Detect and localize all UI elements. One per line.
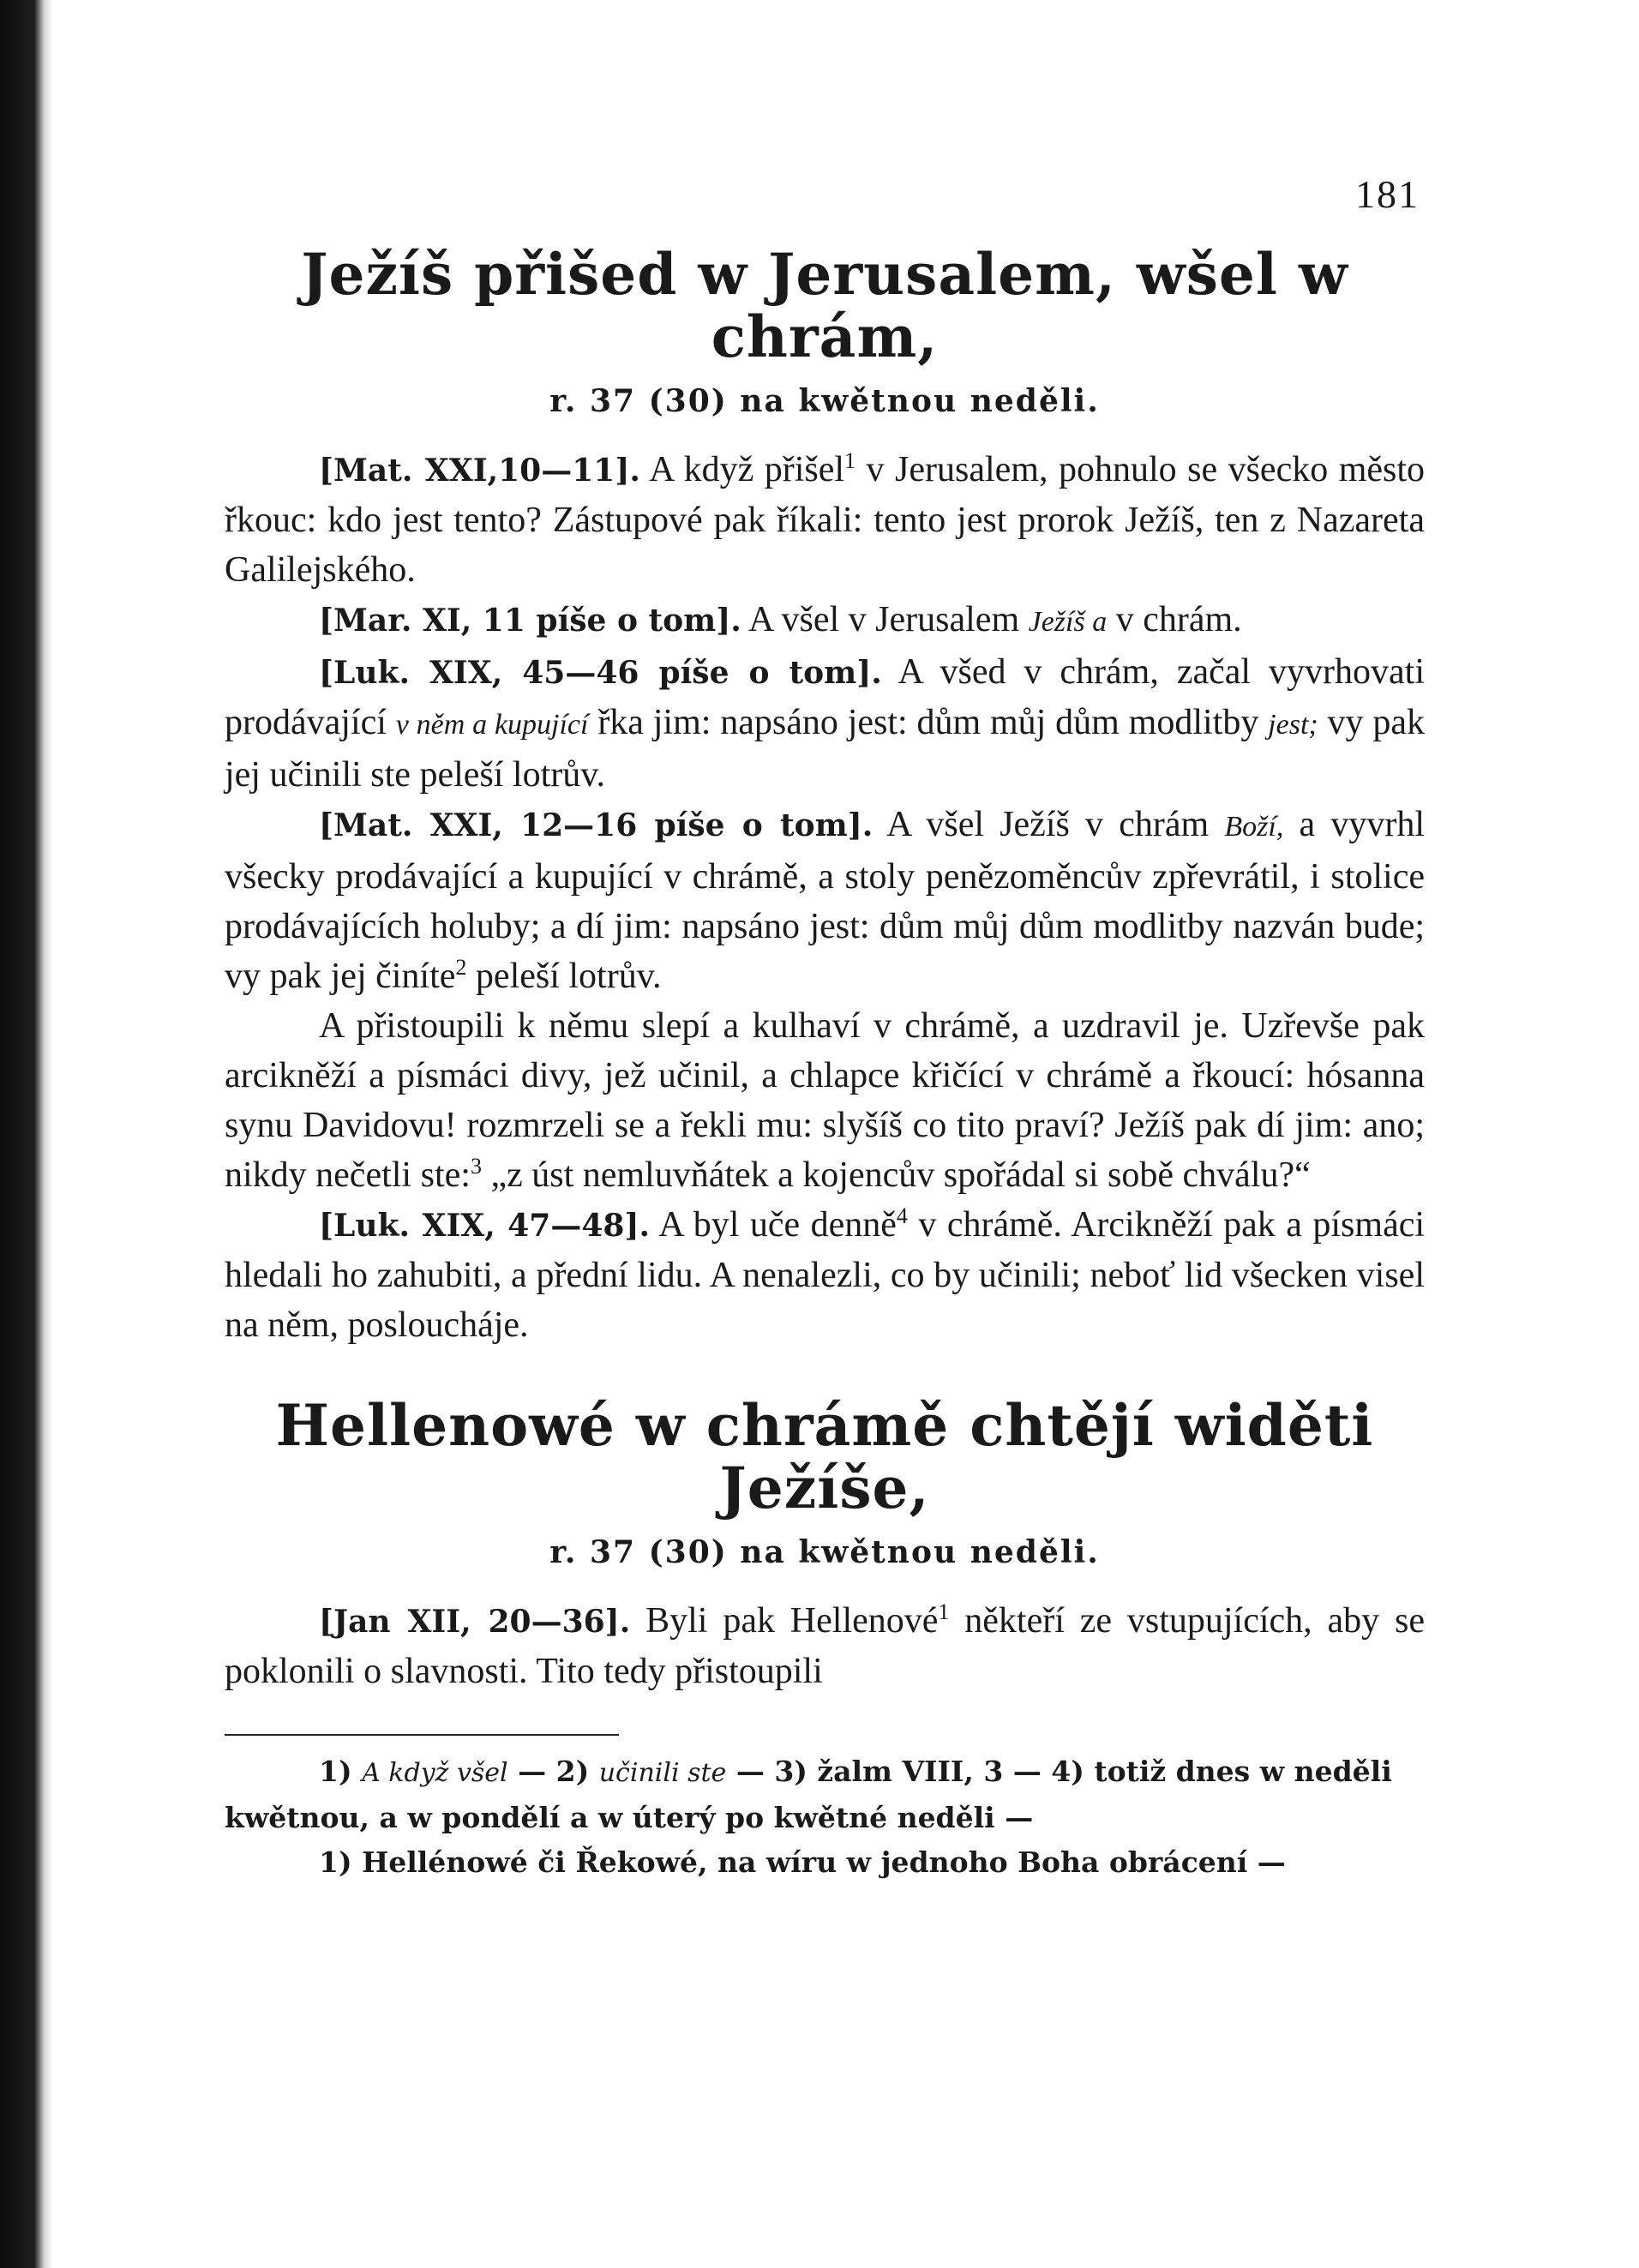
paragraph-luke-19-47 [225, 1200, 1425, 1350]
section-subtitle-date: r. 37 (30) na kwětnou neděli. [549, 1534, 1100, 1571]
paragraph-text: A všel Ježíš v chrám [886, 805, 1210, 845]
footnote-text: 1) Hellénowé či Řekowé, na wíru w jednoho Boha obrácení — [319, 1845, 1286, 1880]
scripture-reference: [Mat. XXI, 12—16 píše o tom]. [319, 807, 874, 844]
paragraph-text: peleší lotrův. [475, 957, 662, 997]
footnote-dash: — [735, 1755, 765, 1789]
footnote-marker: 3 [470, 1154, 482, 1179]
scripture-reference: [Mar. XI, 11 píše o tom]. [319, 603, 741, 639]
footnote-text: A když všel [362, 1758, 508, 1789]
footnote-divider [225, 1734, 619, 1736]
paragraph-text: v Jerusalem, pohnulo se všecko město řkouc: kdo jest tento? Zástupové pak říkali: tento jest prorok Ježíš, ten z Nazareta Galilejského. [225, 450, 1426, 591]
footnote-marker: 1 [844, 448, 856, 474]
footnote-marker: 4 [896, 1203, 908, 1229]
footnote-number: 1) [319, 1755, 352, 1789]
section-title-jesus-enters-jerusalem: Ježíš přišed w Jerusalem, wšel w chrám, [301, 241, 1348, 370]
paragraph-matthew-21-12 [225, 800, 1425, 1001]
paragraph-text: řka jim: napsáno jest: dům můj dům modlitby [597, 703, 1259, 743]
paragraph-text: vy pak jej učinili ste peleší lotrův. [225, 703, 1426, 795]
footnote-number: 2) [555, 1755, 590, 1789]
paragraph-mark-11-11 [225, 595, 1425, 647]
section-subtitle-date: r. 37 (30) na kwětnou neděli. [549, 383, 1100, 420]
footnotes-section-one [225, 1749, 1425, 1840]
paragraph-text: v chrámě. Arcikněží pak a písmáci hledali ho zahubiti, a přední lidu. A nenalezli, co by učinili; neboť lid všecken visel na něm, posloucháje. [225, 1205, 1426, 1346]
scripture-reference: [Mat. XXI,10—11]. [319, 453, 640, 489]
italic-insertion: Boží, [1224, 811, 1284, 843]
paragraph-text: „z úst nemluvňátek a kojencův spořádal si sobě chválu?“ [490, 1155, 1311, 1196]
paragraph-text: v chrám. [1115, 600, 1242, 640]
scripture-reference: [Luk. XIX, 45—46 píše o tom]. [319, 655, 882, 692]
book-page [225, 171, 1425, 1885]
paragraph-text: A všel v Jerusalem [748, 600, 1020, 640]
paragraph-text: A všed v chrám, začal vyvrhovati prodávající [225, 652, 1426, 743]
paragraph-text: A byl uče denně [658, 1205, 897, 1245]
footnote-marker: 1 [938, 1599, 950, 1625]
paragraph-luke-19-45 [225, 647, 1425, 800]
paragraph-matthew-21-10 [225, 445, 1425, 595]
footnotes-section-two [225, 1840, 1425, 1885]
paragraph-john-12-20 [225, 1596, 1425, 1696]
italic-insertion: jest; [1268, 709, 1318, 741]
book-binding-edge [0, 0, 53, 2268]
paragraph-text: někteří ze vstupujících, aby se poklonili o slavnosti. Tito tedy přistoupili [225, 1601, 1426, 1692]
italic-insertion: v něm a kupující [395, 709, 589, 741]
footnote-marker: 2 [455, 955, 467, 981]
footnote-dash: — [518, 1755, 547, 1789]
footnote-text: 3) žalm VIII, 3 — 4) totiž dnes w neděli kwětnou, a w pondělí a w úterý po kwětné neděli — [225, 1755, 1392, 1835]
paragraph-text: A když přišel [649, 450, 845, 490]
paragraph-text: Byli pak Hellenové [645, 1601, 939, 1641]
page-number: 181 [1355, 172, 1420, 216]
scripture-reference: [Jan XII, 20—36]. [319, 1604, 631, 1641]
italic-insertion: Ježíš a [1028, 606, 1108, 639]
paragraph-text: a vyvrhl všecky prodávající a kupující v chrámě, a stoly penězoměncův zpřevrátil, i stolice prodávajících holuby; a dí jim: napsáno jest: dům můj dům modlitby nazván bude; vy pak jej činíte [225, 805, 1426, 997]
scripture-reference: [Luk. XIX, 47—48]. [319, 1208, 651, 1245]
footnote-text: učinili ste [598, 1758, 727, 1789]
section-title-greeks-seek-jesus: Hellenowé w chrámě chtějí widěti Ježíše, [275, 1392, 1374, 1521]
paragraph-healing-in-temple [225, 1001, 1425, 1200]
paragraph-text: A přistoupili k němu slepí a kulhaví v chrámě, a uzdravil je. Uzřevše pak arcikněží a písmáci divy, jež učinil, a chlapce křičící v chrámě a řkoucí: hósanna synu Davidovu! rozmrzeli se a řekli mu: slyšíš co tito praví? Ježíš pak dí jim: ano; nikdy nečetli ste: [225, 1006, 1425, 1196]
